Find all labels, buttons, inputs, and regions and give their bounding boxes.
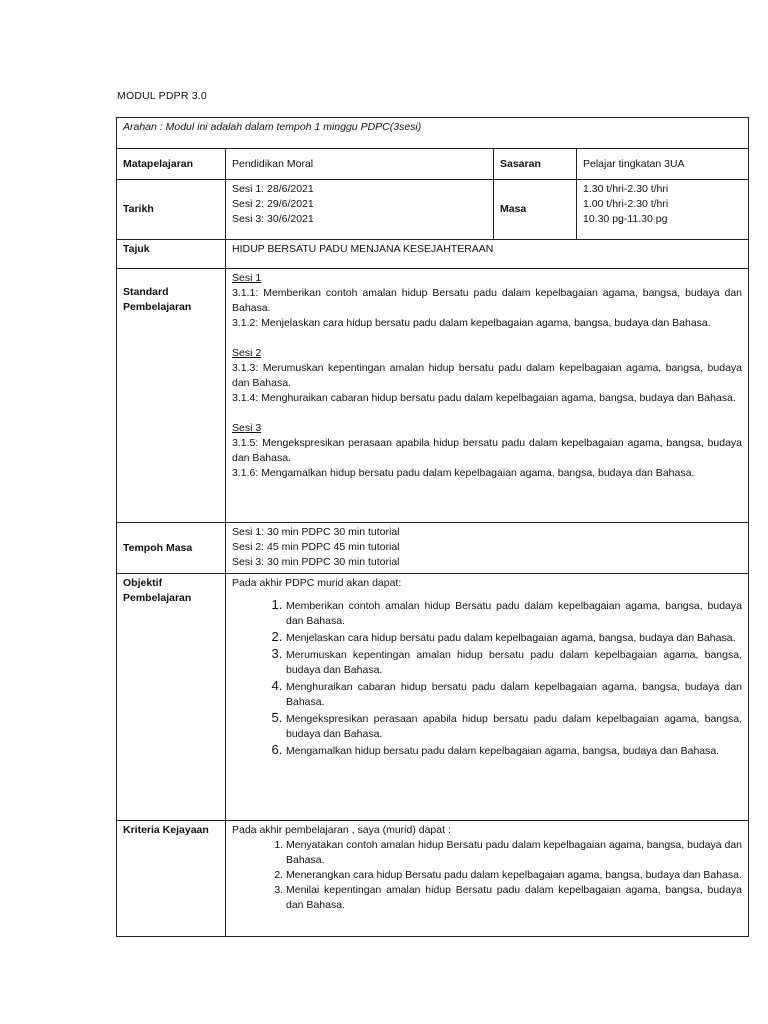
masa-sesi-2: 1.00 t/hri-2.30 t/hri [583,198,669,210]
sesi-3-title: Sesi 3 [232,422,262,434]
objektif-item: 4. Menghuraikan cabaran hidup bersatu padu dalam kepelbagaian agama, bangsa, budaya dan Bahasa. [286,678,742,710]
page-title: MODUL PDPR 3.0 [117,90,207,102]
kriteria-label: Kriteria Kejayaan [117,821,226,937]
standard-label-line-1: Standard [123,286,169,298]
standard-label [117,269,226,523]
standard-content [226,269,749,523]
standard-3-1-1: 3.1.1: Memberikan contoh amalan hidup Bersatu padu dalam kepelbagaian agama, bangsa, budaya dan Bahasa. [232,287,742,314]
kriteria-intro: Pada akhir pembelajaran , saya (murid) dapat : [232,824,451,836]
objektif-item: 3. Merumuskan kepentingan amalan hidup bersatu padu dalam kepelbagaian agama, bangsa, budaya dan Bahasa. [286,646,742,678]
tarikh-value [226,180,494,240]
sasaran-value: Pelajar tingkatan 3UA [577,149,749,180]
tempoh-label: Tempoh Masa [117,523,226,574]
objektif-item: 6. Mengamalkan hidup bersatu padu dalam kepelbagaian agama, bangsa, budaya dan Bahasa. [286,742,742,759]
tajuk-row [117,240,749,269]
objektif-list [232,597,742,759]
matapelajaran-label: Matapelajaran [117,149,226,180]
kriteria-item: 1. Menyatakan contoh amalan hidup Bersatu padu dalam kepelbagaian agama, bangsa, budaya dan Bahasa. [286,838,742,868]
tarikh-sesi-1: Sesi 1: 28/6/2021 [232,183,314,195]
module-table [116,117,749,937]
tarikh-sesi-3: Sesi 3: 30/6/2021 [232,213,314,225]
standard-3-1-4: 3.1.4: Menghuraikan cabaran hidup bersatu padu dalam kepelbagaian agama, bangsa, budaya dan Bahasa. [232,392,736,404]
standard-3-1-2: 3.1.2: Menjelaskan cara hidup bersatu padu dalam kepelbagaian agama, bangsa, budaya dan Bahasa. [232,317,711,329]
objektif-content [226,574,749,821]
sasaran-label: Sasaran [494,149,577,180]
masa-label: Masa [494,180,577,240]
kriteria-row [117,821,749,937]
arahan-text: Arahan : Modul ini adalah dalam tempoh 1 minggu PDPC(3sesi) [117,118,749,149]
objektif-label-line-2: Pembelajaran [123,592,192,604]
objektif-item: 1. Memberikan contoh amalan hidup Bersatu padu dalam kepelbagaian agama, bangsa, budaya dan Bahasa. [286,597,742,629]
kriteria-item: 2. Menerangkan cara hidup Bersatu padu dalam kepelbagaian agama, bangsa, budaya dan Bahasa. [286,868,742,883]
kriteria-item: 3. Menilai kepentingan amalan hidup Bersatu padu dalam kepelbagaian agama, bangsa, budaya dan Bahasa. [286,883,742,913]
objektif-label [117,574,226,821]
matapelajaran-row [117,149,749,180]
tempoh-sesi-2: Sesi 2: 45 min PDPC 45 min tutorial [232,541,400,553]
tarikh-label: Tarikh [117,180,226,240]
objektif-label-line-1: Objektif [123,577,163,589]
tempoh-row [117,523,749,574]
objektif-intro: Pada akhir PDPC murid akan dapat: [232,577,402,589]
kriteria-list [232,838,742,913]
tempoh-value [226,523,749,574]
objektif-item: 5. Mengekspresikan perasaan apabila hidup bersatu padu dalam kepelbagaian agama, bangsa, budaya dan Bahasa. [286,710,742,742]
sesi-2-title: Sesi 2 [232,347,262,359]
kriteria-content [226,821,749,937]
standard-3-1-5: 3.1.5: Mengekspresikan perasaan apabila hidup bersatu padu dalam kepelbagaian agama, bangsa, budaya dan Bahasa. [232,437,742,464]
tarikh-row [117,180,749,240]
objektif-item: 2. Menjelaskan cara hidup bersatu padu dalam kepelbagaian agama, bangsa, budaya dan Bahasa. [286,629,742,646]
standard-3-1-3: 3.1.3: Merumuskan kepentingan amalan hidup bersatu padu dalam kepelbagaian agama, bangsa, budaya dan Bahasa. [232,362,742,389]
sesi-1-title: Sesi 1 [232,272,262,284]
tajuk-value: HIDUP BERSATU PADU MENJANA KESEJAHTERAAN [226,240,749,269]
masa-value [577,180,749,240]
standard-3-1-6: 3.1.6: Mengamalkan hidup bersatu padu dalam kepelbagaian agama, bangsa, budaya dan Bahasa. [232,467,695,479]
standard-row [117,269,749,523]
masa-sesi-1: 1.30 t/hri-2.30 t/hri [583,183,669,195]
objektif-row [117,574,749,821]
tempoh-sesi-3: Sesi 3: 30 min PDPC 30 min tutorial [232,556,400,568]
tajuk-label: Tajuk [117,240,226,269]
standard-label-line-2: Pembelajaran [123,301,192,313]
tarikh-sesi-2: Sesi 2: 29/6/2021 [232,198,314,210]
arahan-row [117,118,749,149]
masa-sesi-3: 10.30 pg-11.30 pg [583,213,668,225]
tempoh-sesi-1: Sesi 1: 30 min PDPC 30 min tutorial [232,526,400,538]
matapelajaran-value: Pendidikan Moral [226,149,494,180]
